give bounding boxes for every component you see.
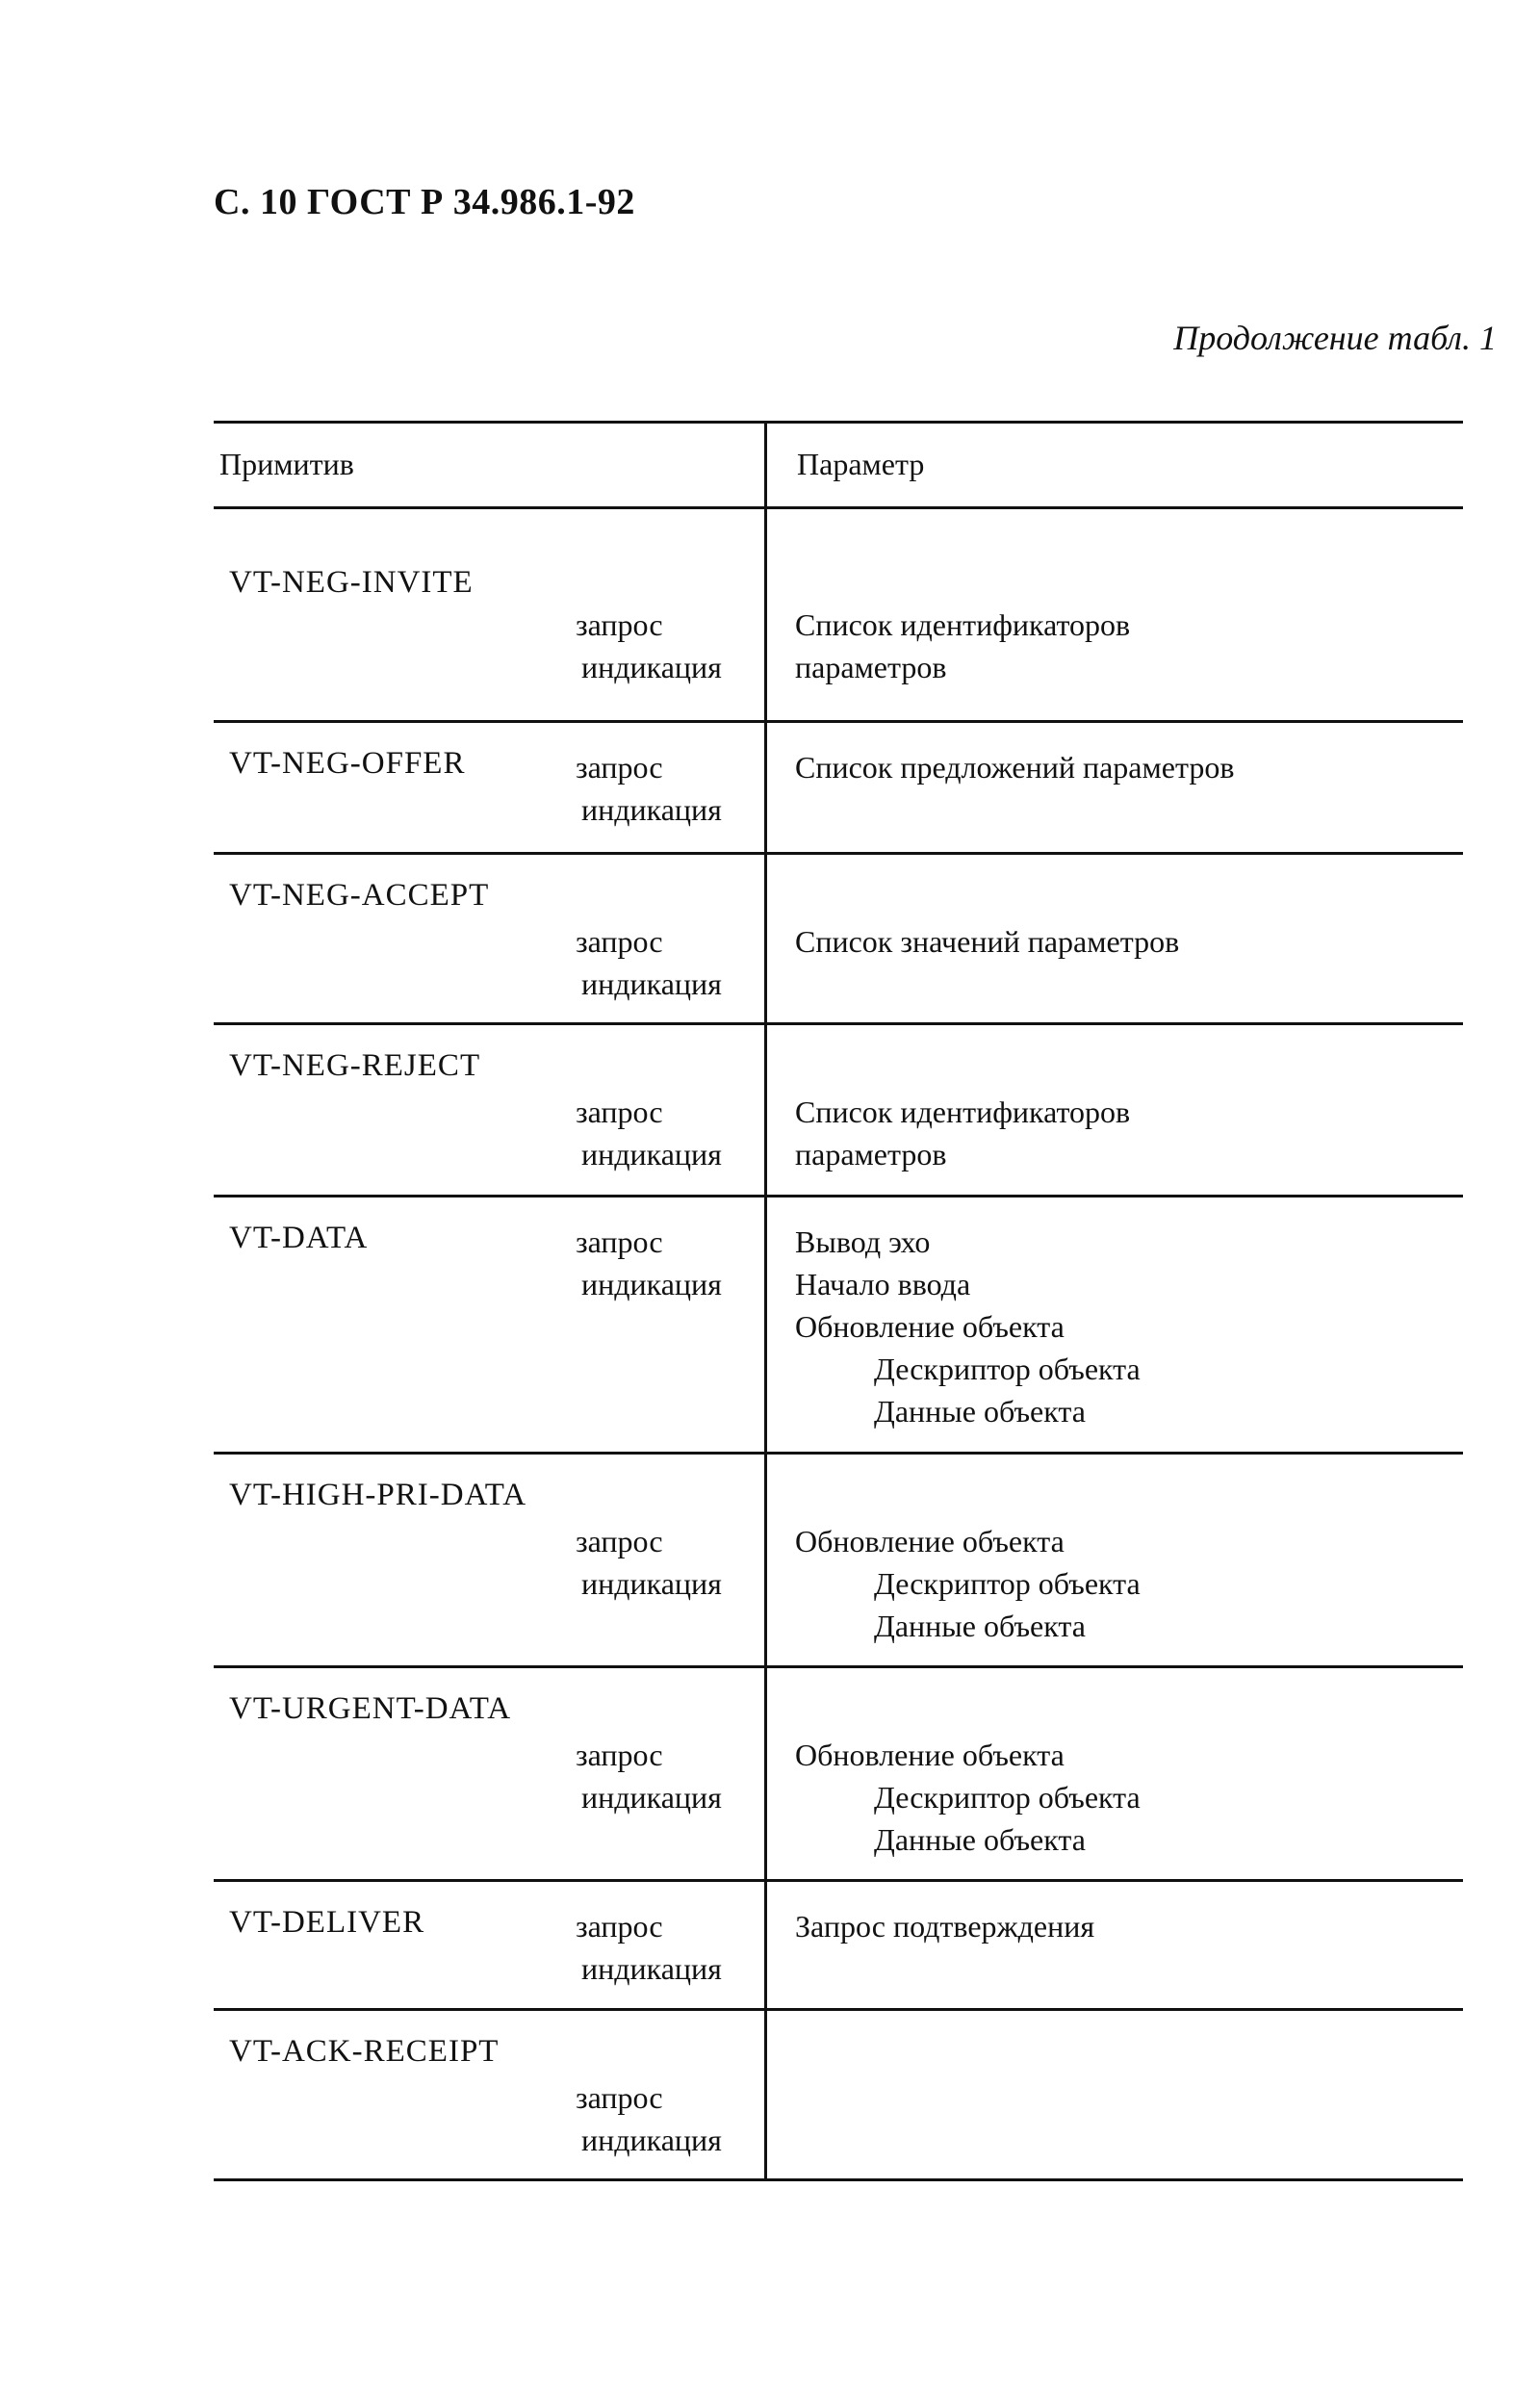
mode-request: запрос xyxy=(576,1909,663,1944)
primitive-name: VT-DATA xyxy=(229,1221,369,1255)
mode-indication: индикация xyxy=(581,650,722,684)
mode-request: запрос xyxy=(576,1094,663,1129)
mode-indication: индикация xyxy=(581,966,722,1001)
column-header-primitive: Примитив xyxy=(219,447,354,481)
primitive-modes xyxy=(576,1905,722,1990)
parameter-item: Вывод эхо xyxy=(795,1224,931,1259)
parameter-item: Дескриптор объекта xyxy=(874,1780,1141,1815)
primitive-name: VT-NEG-REJECT xyxy=(229,1048,481,1083)
mode-request: запрос xyxy=(576,2080,663,2115)
mode-request: запрос xyxy=(576,1524,663,1558)
parameter-item: Запрос подтверждения xyxy=(795,1909,1095,1944)
primitive-modes xyxy=(576,746,722,831)
table-row xyxy=(214,2011,1463,2178)
parameter-list xyxy=(795,604,1130,688)
parameter-item: Данные объекта xyxy=(874,1609,1086,1643)
primitive-modes xyxy=(576,1520,722,1605)
primitives-table xyxy=(214,421,1463,2181)
mode-request: запрос xyxy=(576,1738,663,1772)
table-row xyxy=(214,509,1463,723)
primitive-modes xyxy=(576,1091,722,1175)
table-row xyxy=(214,1882,1463,2011)
primitive-modes xyxy=(576,920,722,1005)
primitive-name: VT-DELIVER xyxy=(229,1905,425,1940)
table-row xyxy=(214,723,1463,855)
table-continuation-label: Продолжение табл. 1 xyxy=(1173,319,1497,357)
mode-request: запрос xyxy=(576,924,663,959)
parameter-item: Обновление объекта xyxy=(795,1309,1065,1344)
parameter-item: параметров xyxy=(795,1137,947,1172)
table-body xyxy=(214,509,1463,2178)
mode-indication: индикация xyxy=(581,2123,722,2157)
parameter-list xyxy=(795,746,1234,788)
primitive-name: VT-HIGH-PRI-DATA xyxy=(229,1478,527,1512)
table-row xyxy=(214,1025,1463,1198)
parameter-item: Обновление объекта xyxy=(795,1524,1065,1558)
page-header: С. 10 ГОСТ Р 34.986.1-92 xyxy=(214,182,635,222)
mode-indication: индикация xyxy=(581,792,722,827)
parameter-item: Данные объекта xyxy=(874,1394,1086,1429)
parameter-item: Начало ввода xyxy=(795,1267,971,1301)
parameter-list xyxy=(795,1091,1130,1175)
parameter-item: Обновление объекта xyxy=(795,1738,1065,1772)
table-row xyxy=(214,1198,1463,1455)
parameter-item: Дескриптор объекта xyxy=(874,1352,1141,1386)
primitive-name: VT-NEG-ACCEPT xyxy=(229,878,490,913)
parameter-item: Список идентификаторов xyxy=(795,1094,1131,1129)
table-row xyxy=(214,1668,1463,1882)
mode-indication: индикация xyxy=(581,1566,722,1601)
mode-indication: индикация xyxy=(581,1267,722,1301)
parameter-item: Список значений параметров xyxy=(795,924,1180,959)
table-row xyxy=(214,1455,1463,1668)
mode-request: запрос xyxy=(576,607,663,642)
parameter-item: Дескриптор объекта xyxy=(874,1566,1141,1601)
parameter-list xyxy=(795,1520,1141,1647)
primitive-modes xyxy=(576,1221,722,1305)
parameter-list xyxy=(795,1221,1141,1432)
primitive-name: VT-NEG-OFFER xyxy=(229,746,466,781)
primitive-modes xyxy=(576,2076,722,2161)
mode-indication: индикация xyxy=(581,1137,722,1172)
primitive-name: VT-NEG-INVITE xyxy=(229,565,474,600)
parameter-list xyxy=(795,1734,1141,1861)
parameter-list xyxy=(795,1905,1094,1947)
mode-indication: индикация xyxy=(581,1780,722,1815)
parameter-item: параметров xyxy=(795,650,947,684)
mode-indication: индикация xyxy=(581,1951,722,1986)
table-header-row xyxy=(214,424,1463,509)
parameter-item: Список предложений параметров xyxy=(795,750,1235,785)
parameter-list xyxy=(795,920,1179,963)
primitive-modes xyxy=(576,604,722,688)
mode-request: запрос xyxy=(576,750,663,785)
parameter-item: Список идентификаторов xyxy=(795,607,1131,642)
table-row xyxy=(214,855,1463,1025)
primitive-modes xyxy=(576,1734,722,1818)
primitive-name: VT-URGENT-DATA xyxy=(229,1691,512,1726)
parameter-item: Данные объекта xyxy=(874,1822,1086,1857)
column-header-parameter: Параметр xyxy=(797,447,925,481)
primitive-name: VT-ACK-RECEIPT xyxy=(229,2034,500,2069)
mode-request: запрос xyxy=(576,1224,663,1259)
